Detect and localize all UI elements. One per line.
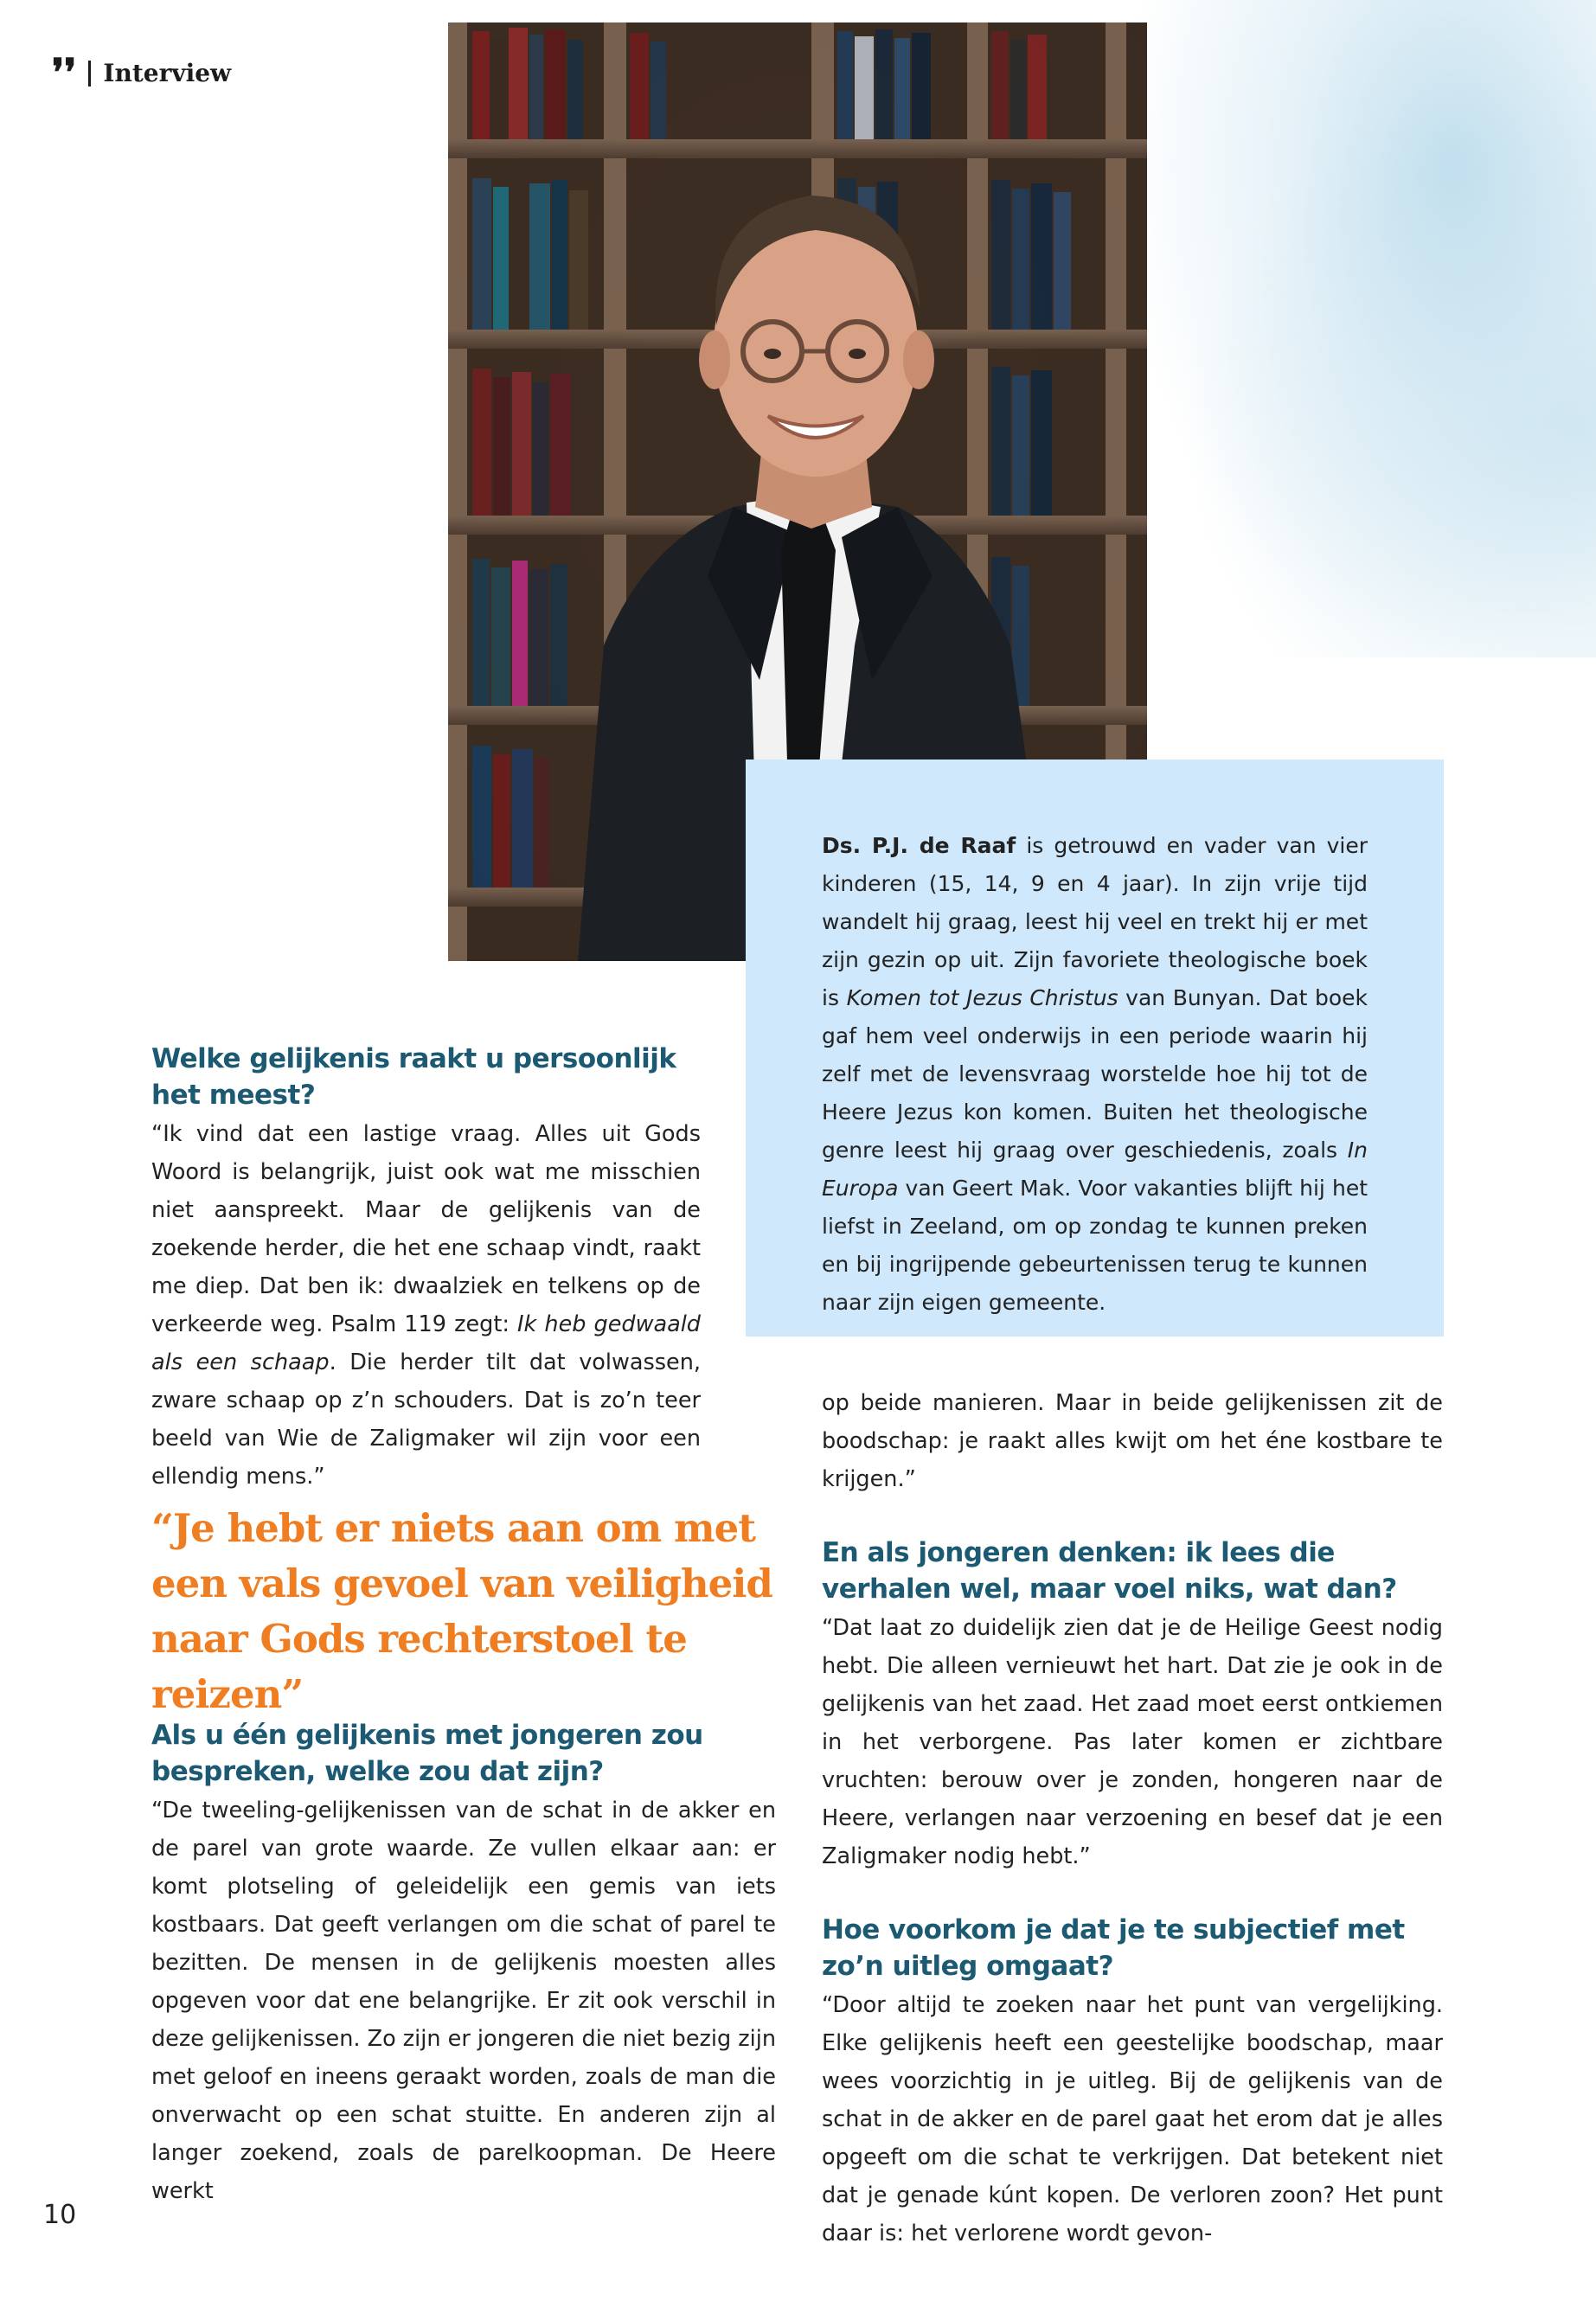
bio-book-title: Komen tot Jezus Christus: [846, 985, 1118, 1010]
bio-name: Ds. P.J. de Raaf: [822, 833, 1016, 858]
section-header: [52, 50, 232, 95]
answer-paragraph: “Door altijd te zoeken naar het punt van vergelijking. Elke gelijkenis heeft een geestelijke boodschap, maar wees voorzichtig in je uitleg. Bij de gelijkenis van de schat in de akker en de parel gaat het erom dat je alles opgeeft om die schat te verkrijgen. Dat betekent niet dat je genade kúnt kopen. De verloren zoon? Het punt daar is: het verlorene wordt gevon-: [822, 1992, 1443, 2247]
answer-paragraph: “De tweeling-gelijkenissen van de schat in de akker en de parel van grote waarde. Ze vullen elkaar aan: er komt plotseling of geleidelijk een gemis van iets kostbaars. Dat geeft verlangen om die schat of parel te bezitten. De mensen in de gelijkenis moesten alles opgeven voor dat ene belangrijke. Er zit ook verschil in deze gelijkenissen. Zo zijn er jongeren die niet bezig zijn met geloof en ineens geraakt worden, zoals de man die onverwacht op een schat stuitte. En anderen zijn al langer zoekend, zoals de parelkoopman. De Heere werkt: [151, 1798, 776, 2204]
quote-icon: ❜❜: [52, 50, 77, 95]
pull-quote: “Je hebt er niets aan om met een vals gevoel van veiligheid naar Gods rechterstoel te reizen”: [151, 1505, 772, 1717]
right-column: [822, 1384, 1443, 2253]
question-heading: Hoe voorkom je dat je te subjectief met zo’n uitleg omgaat?: [822, 1914, 1405, 1982]
header-divider: [88, 61, 91, 87]
page-number: 10: [43, 2200, 77, 2230]
question-heading: Als u één gelijkenis met jongeren zou bespreken, welke zou dat zijn?: [151, 1720, 703, 1787]
answer-paragraph: “Ik vind dat een lastige vraag. Alles uit Gods Woord is belangrijk, juist ook wat me misschien niet aanspreekt. Maar de gelijkenis van de zoekende herder, die het ene schaap vindt, raakt me diep. Dat ben ik: dwaalziek en telkens op de verkeerde weg. Psalm 119 zegt: Ik heb gedwaald als een schaap. Die herder tilt dat volwassen, zware schaap op z’n schouders. Dat is zo’n teer beeld van Wie de Zaligmaker wil zijn voor een ellendig mens.”: [151, 1121, 701, 1490]
answer-continuation: op beide manieren. Maar in beide gelijkenissen zit de boodschap: je raakt alles kwijt om het éne kostbare te krijgen.”: [822, 1390, 1443, 1492]
bio-box: [746, 760, 1444, 1336]
pull-quote-block: [151, 1501, 783, 1722]
watercolor-wash: [1116, 0, 1596, 657]
question-heading: Welke gelijkenis raakt u persoonlijk het meest?: [151, 1043, 676, 1111]
answer-paragraph: “Dat laat zo duidelijk zien dat je de Heilige Geest nodig hebt. Die alleen vernieuwt het hart. Dat zie je ook in de gelijkenis van het zaad. Het zaad moet eerst ontkiemen in het verborgene. Pas later komen er zichtbare vruchten: berouw over je zonden, hongeren naar de Heere, verlangen naar verzoening en besef dat je een Zaligmaker nodig hebt.”: [822, 1615, 1443, 1869]
section-label: Interview: [103, 59, 232, 87]
bio-book-title: In Europa: [822, 1138, 1368, 1201]
bio-text: Ds. P.J. de Raaf is getrouwd en vader van vier kinderen (15, 14, 9 en 4 jaar). In zijn vrije tijd wandelt hij graag, leest hij veel en trekt hij er met zijn gezin op uit. Zijn favoriete theologische boek is Komen tot Jezus Christus van Bunyan. Dat boek gaf hem veel onderwijs in een periode waarin hij zelf met de levensvraag worstelde hoe hij tot de Heere Jezus kon komen. Buiten het theologische genre leest hij graag over geschiedenis, zoals In Europa van Geert Mak. Voor vakanties blijft hij het liefst in Zeeland, om op zondag te kunnen preken en bij ingrijpende gebeurtenissen terug te kunnen naar zijn eigen gemeente.: [822, 833, 1368, 1315]
question-heading: En als jongeren denken: ik lees die verhalen wel, maar voel niks, wat dan?: [822, 1537, 1397, 1605]
left-column-bottom: [151, 1717, 776, 2210]
left-column-top: [151, 1041, 701, 1496]
